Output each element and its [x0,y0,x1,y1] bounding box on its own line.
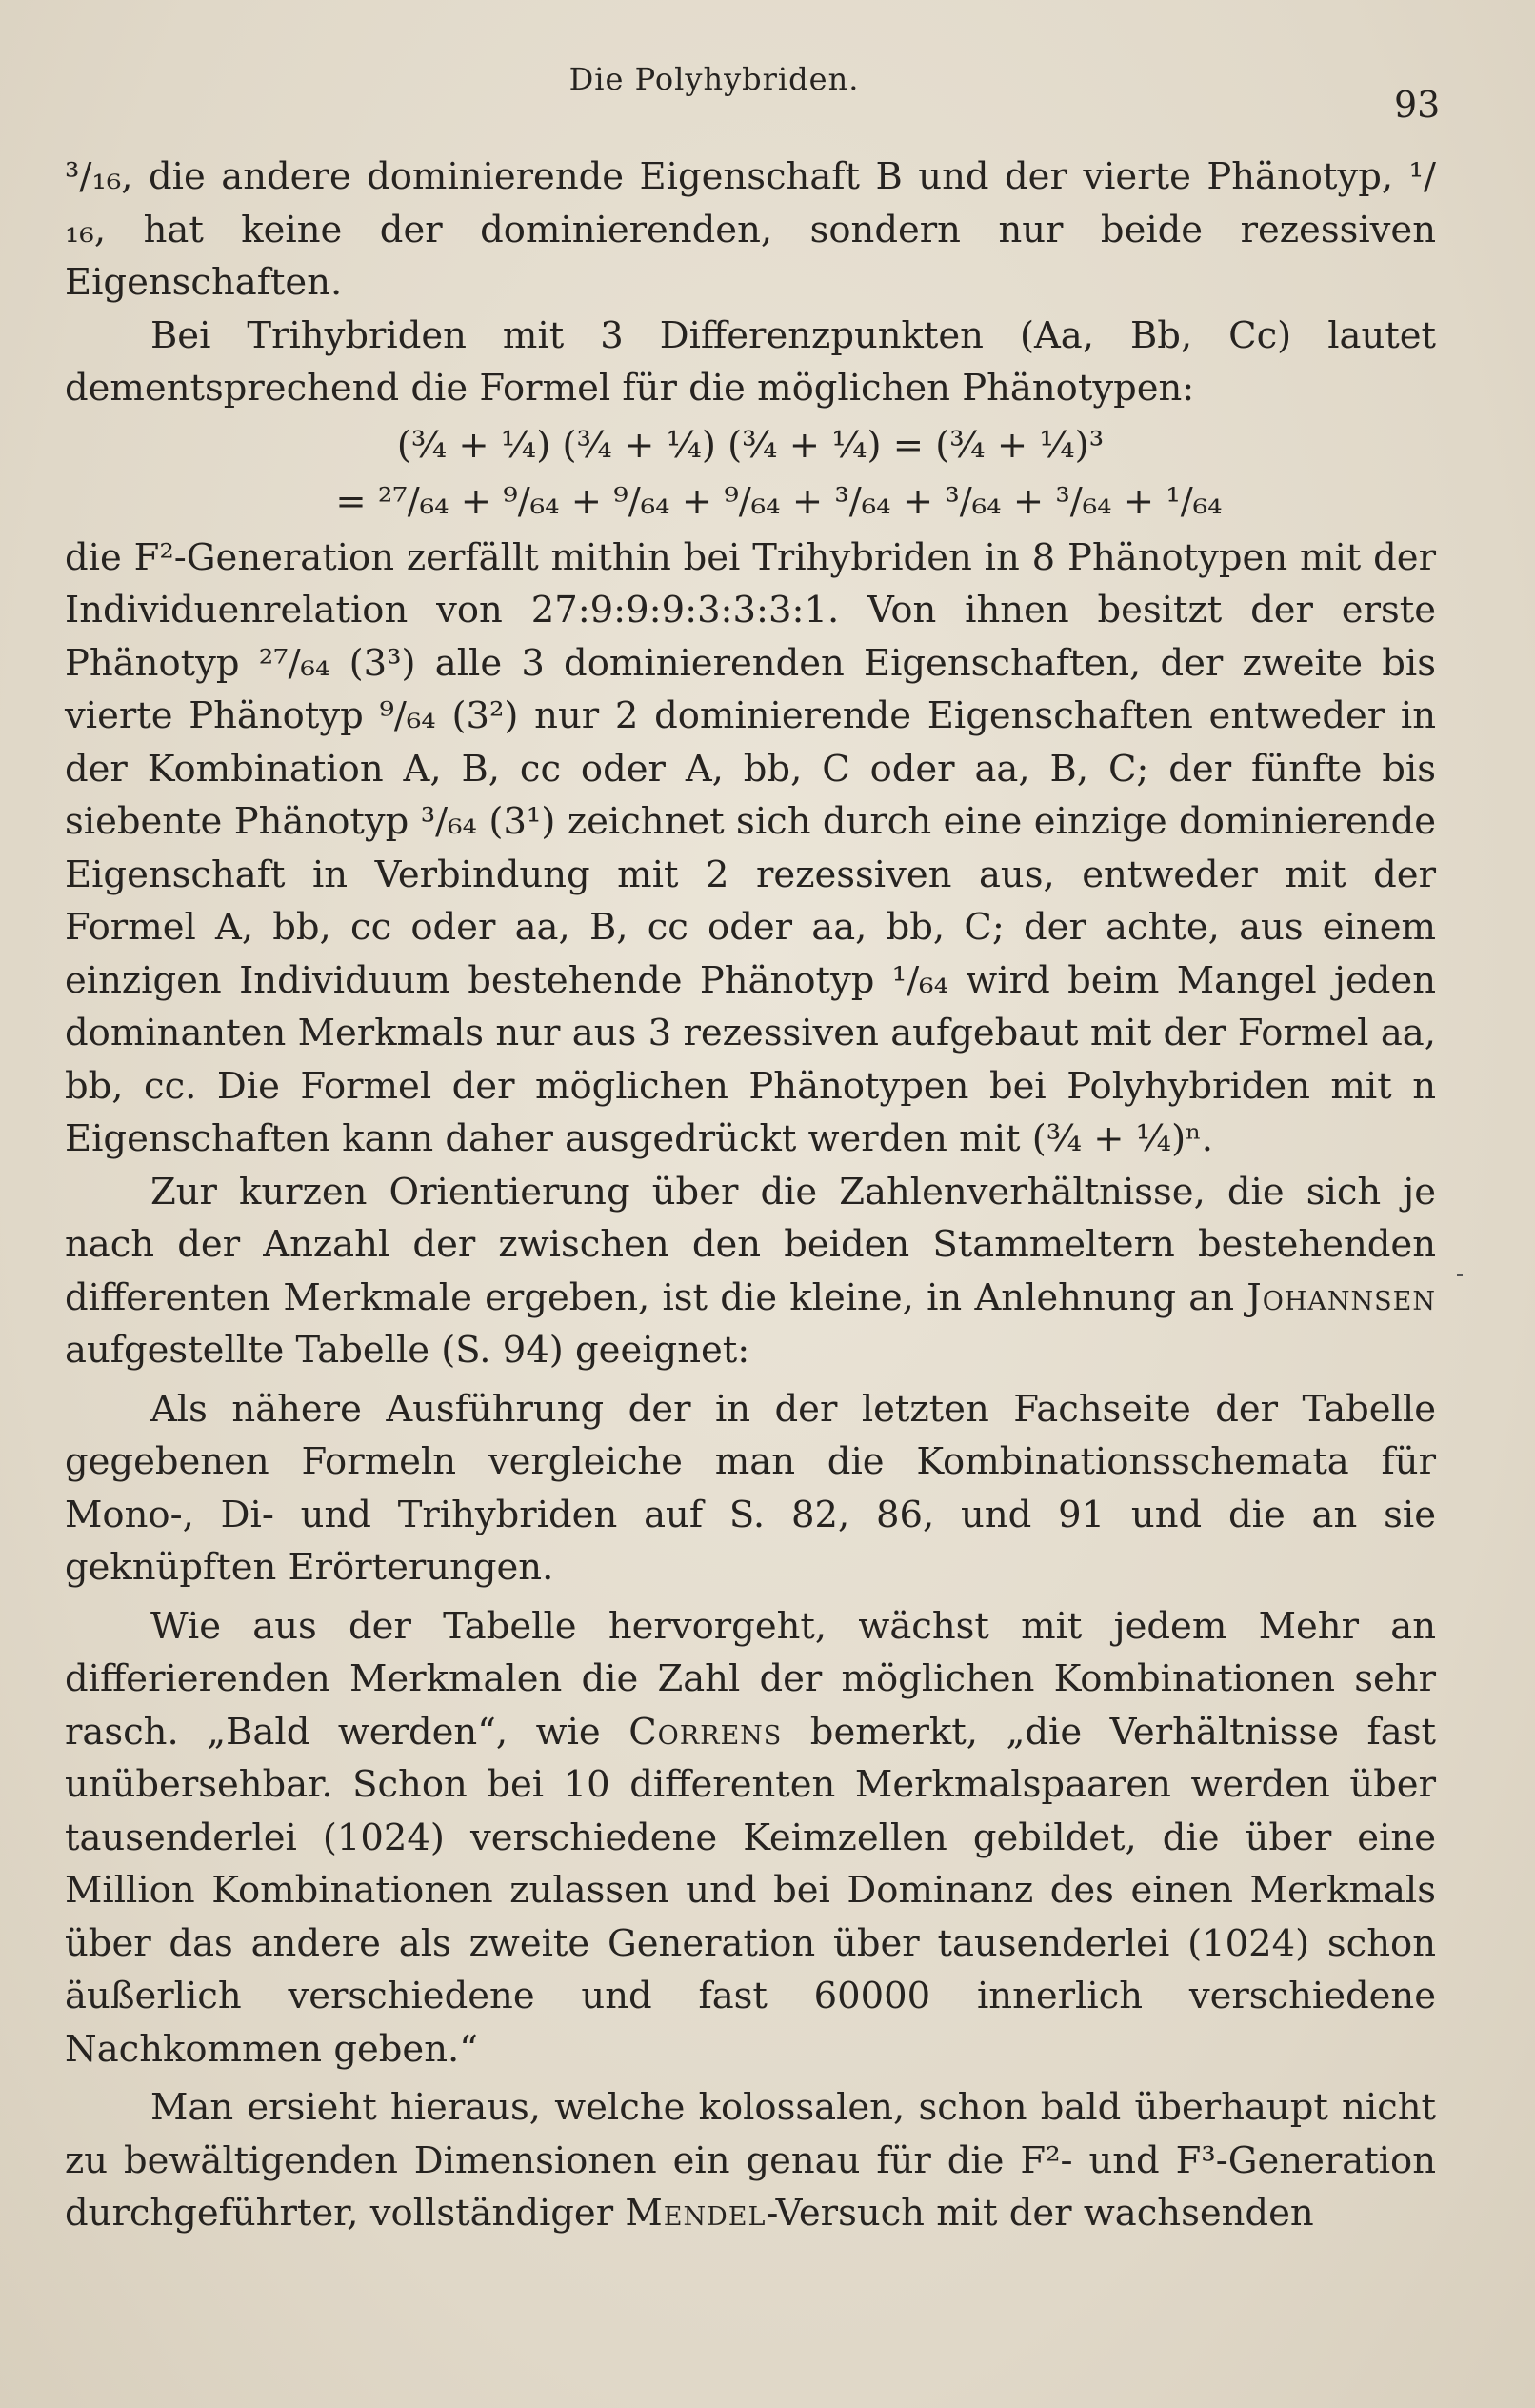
page-number: 93 [1394,84,1441,126]
author-name-johannsen: Johannsen [1246,1275,1436,1319]
paragraph-2: Bei Trihybriden mit 3 Differenzpunkten (Aa, Bb, Cc) lautet dementsprechend die Formel für die möglichen Phänotypen: [65,313,1436,410]
margin-mark [1457,1274,1463,1276]
author-name-mendel: Mendel [625,2192,767,2235]
formula-line-1: (¾ + ¼) (¾ + ¼) (¾ + ¼) = (¾ + ¼)³ [396,423,1105,467]
paragraph-5: Als nähere Ausführung der in der letzten Fachseite der Tabelle gegebenen Formeln vergleiche man die Kombinationsschemata für Mono-, Di- und Trihybriden auf S. 82, 86, und 91 und die an sie geknüpften Erörterungen. [65,1387,1436,1589]
formula-line-2: = ²⁷/₆₄ + ⁹/₆₄ + ⁹/₆₄ + ⁹/₆₄ + ³/₆₄ + ³/₆₄ + ³/₆₄ + ¹/₆₄ [335,479,1223,523]
paragraph-7-text-b: -Versuch mit der wachsenden [766,2192,1314,2235]
paragraph-4 [65,1166,1436,1377]
body-text [65,150,1436,2240]
paragraph-6-text-b: bemerkt, „die Verhältnisse fast unübersehbar. Schon bei 10 differenten Merkmalspaaren werden über tausenderlei (1024) verschiedene Keimzellen gebildet, die über eine Million Kombinationen zulassen und bei Dominanz des einen Merkmals über das andere als zweite Generation über tausenderlei (1024) schon äußerlich verschiedene und fast 60000 innerlich verschiedene Nachkommen geben.“ [65,1710,1436,2071]
paragraph-4-text-a: Zur kurzen Orientierung über die Zahlenverhältnisse, die sich je nach der Anzahl der zwischen den beiden Stammeltern bestehenden differenten Merkmale ergeben, ist die kleine, in Anlehnung an [65,1170,1436,1319]
paragraph-1: ³/₁₆, die andere dominierende Eigenschaft B und der vierte Phänotyp, ¹/₁₆, hat keine der dominierenden, sondern nur beide rezessiven Eigenschaften. [65,155,1436,304]
author-name-correns: Correns [628,1710,783,1754]
paragraph-6-text-a: Wie aus der Tabelle hervorgeht, wächst mit jedem Mehr an differierenden Merkmalen die Zahl der möglichen Kombinationen sehr rasch. „Bald werden“, wie [65,1604,1436,1754]
paragraph-4-text-b: aufgestellte Tabelle (S. 94) geeignet: [65,1329,750,1372]
paragraph-6 [65,1600,1436,2077]
paragraph-3: die F²-Generation zerfällt mithin bei Trihybriden in 8 Phänotypen mit der Individuenrelation von 27:9:9:9:3:3:3:1. Von ihnen besitzt der erste Phänotyp ²⁷/₆₄ (3³) alle 3 dominierenden Eigenschaften, der zweite bis vierte Phänotyp ⁹/₆₄ (3²) nur 2 dominierende Eigenschaften entweder in der Kombination A, B, cc oder A, bb, C oder aa, B, C; der fünfte bis siebente Phänotyp ³/₆₄ (3¹) zeichnet sich durch eine einzige dominierende Eigenschaft in Verbindung mit 2 rezessiven aus, entweder mit der Formel A, bb, cc oder aa, B, cc oder aa, bb, C; der achte, aus einem einzigen Individuum bestehende Phänotyp ¹/₆₄ wird beim Mangel jeden dominanten Merkmals nur aus 3 rezessiven aufgebaut mit der Formel aa, bb, cc. Die Formel der möglichen Phänotypen bei Polyhybriden mit n Eigenschaften kann daher ausgedrückt werden mit (¾ + ¼)ⁿ. [65,535,1436,1160]
paragraph-7 [65,2081,1436,2240]
paragraph-7-text-a: Man ersieht hieraus, welche kolossalen, schon bald überhaupt nicht zu bewältigenden Dimensionen ein genau für die F²- und F³-Generation durchgeführter, vollständiger [65,2086,1436,2235]
running-title: Die Polyhybriden. [568,61,860,97]
